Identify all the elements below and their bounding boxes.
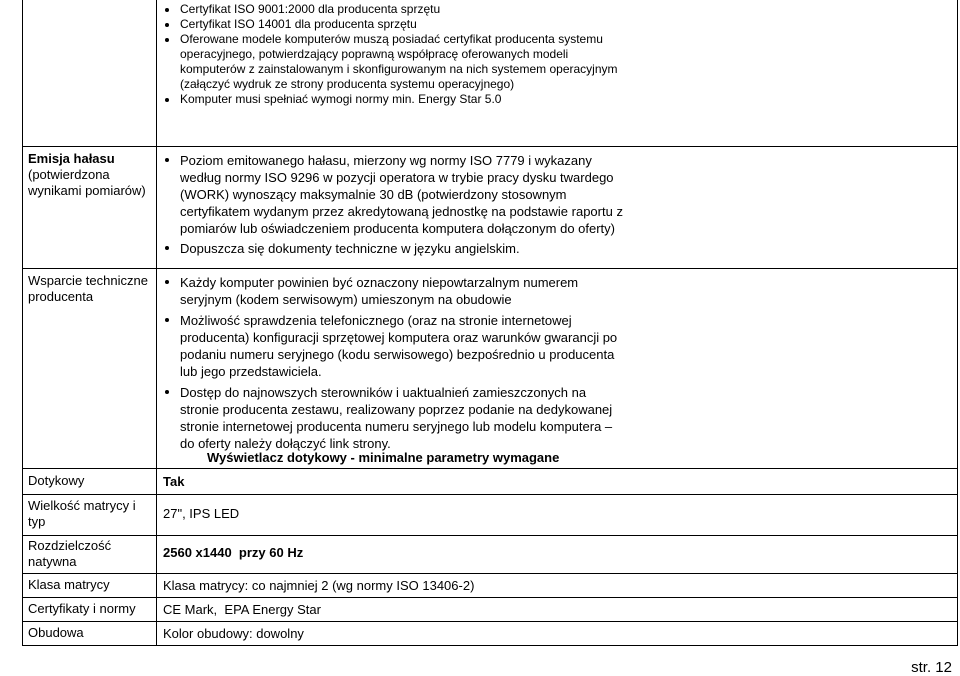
certifications-value: CE Mark, EPA Energy Star (163, 602, 321, 617)
noise-label (28, 151, 156, 199)
housing-label: Obudowa (28, 625, 84, 640)
row-divider (22, 597, 958, 598)
support-list (163, 274, 623, 452)
matrix-size-value: 27", IPS LED (163, 506, 240, 521)
matrix-size-label: Wielkość matrycy i typ (28, 498, 136, 529)
list-item: Możliwość sprawdzenia telefonicznego (oraz na stronie internetowej producenta) konfiguracji sprzętowej komputera oraz warunków gwarancji po podaniu numeru seryjnego (kodu serwisowego) bezpośrednio u producenta lub jego przedstawiciela. (163, 312, 623, 380)
support-label: Wsparcie techniczne producenta (28, 273, 148, 304)
noise-list (163, 152, 633, 257)
list-item: Dopuszcza się dokumenty techniczne w języku angielskim. (163, 240, 633, 257)
support-cell (163, 274, 623, 452)
row-divider (22, 146, 958, 147)
certificates-cell (163, 2, 623, 107)
row-divider (22, 268, 958, 269)
list-item: Komputer musi spełniać wymogi normy min. Energy Star 5.0 (163, 92, 623, 107)
matrix-class-label: Klasa matrycy (28, 577, 110, 592)
noise-label-title: Emisja hałasu (28, 151, 115, 166)
row-divider (22, 494, 958, 495)
row-divider (22, 621, 958, 622)
list-item: Poziom emitowanego hałasu, mierzony wg normy ISO 7779 i wykazany według normy ISO 9296 w pozycji operatora w trybie pracy dysku twardego (WORK) wynoszący maksymalnie 30 dB (potwierdzony stosownym certyfikatem wydanym przez akredytowaną jednostkę na podstawie raportu z pomiarów lub oświadczeniem producenta komputera dołączonym do oferty) (163, 152, 633, 237)
page-number: str. 12 (911, 659, 952, 676)
column-divider (156, 0, 157, 646)
certifications-label: Certyfikaty i normy (28, 601, 136, 616)
list-item: Dostęp do najnowszych sterowników i uaktualnień zamieszczonych na stronie producenta zestawu, realizowany poprzez podanie na dedykowanej stronie internetowej producenta numeru seryjnego lub modelu komputera – do oferty należy dołączyć link strony. (163, 384, 623, 452)
list-item: Certyfikat ISO 14001 dla producenta sprzętu (163, 17, 623, 32)
housing-value: Kolor obudowy: dowolny (163, 626, 304, 641)
display-section-heading: Wyświetlacz dotykowy - minimalne parametry wymagane (207, 450, 560, 465)
touch-label: Dotykowy (28, 473, 85, 488)
row-divider (22, 573, 958, 574)
resolution-label: Rozdzielczość natywna (28, 538, 112, 569)
row-divider (22, 535, 958, 536)
table-border-right (957, 0, 958, 646)
certificates-list (163, 2, 623, 107)
noise-cell (163, 152, 633, 257)
list-item: Certyfikat ISO 9001:2000 dla producenta sprzętu (163, 2, 623, 17)
row-divider (22, 468, 958, 469)
touch-value: Tak (163, 474, 185, 489)
list-item: Każdy komputer powinien być oznaczony niepowtarzalnym numerem seryjnym (kodem serwisowym) umieszonym na obudowie (163, 274, 623, 308)
table-border-left (22, 0, 23, 646)
list-item: Oferowane modele komputerów muszą posiadać certyfikat producenta systemu operacyjnego, potwierdzający poprawną współpracę oferowanych modeli komputerów z zainstalowanym i skonfigurowanym na nich systemem operacyjnym (załączyć wydruk ze strony producenta systemu operacyjnego) (163, 32, 623, 92)
matrix-class-value: Klasa matrycy: co najmniej 2 (wg normy ISO 13406-2) (163, 578, 475, 593)
resolution-value: 2560 x1440 przy 60 Hz (163, 545, 304, 560)
table-border-bottom (22, 645, 958, 646)
noise-label-sub: (potwierdzona wynikami pomiarów) (28, 167, 146, 198)
